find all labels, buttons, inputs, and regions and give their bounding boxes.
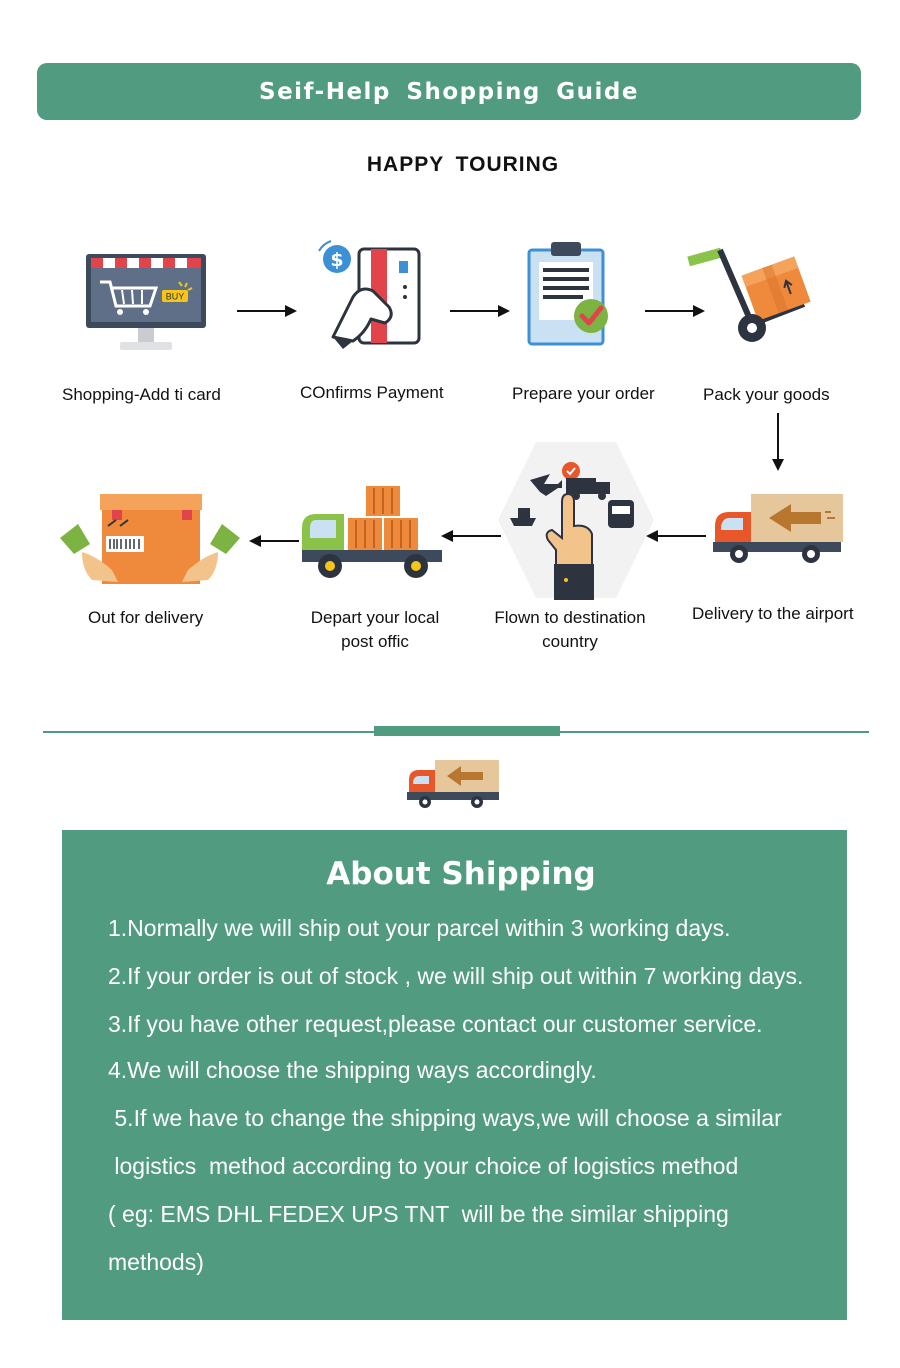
- shipping-line: 4.We will choose the shipping ways accordingly.: [108, 1057, 597, 1083]
- shipping-line: 1.Normally we will ship out your parcel within 3 working days.: [108, 915, 731, 941]
- subtitle: HAPPY TOURING: [366, 153, 560, 176]
- arrow-left-icon: [249, 534, 299, 548]
- delivery-truck-icon: [711, 490, 845, 570]
- global-transport-icon: [496, 440, 656, 600]
- step-label-prepare-order: Prepare your order: [512, 384, 655, 403]
- step-label-add-to-cart: Shopping-Add ti card: [62, 385, 221, 404]
- section-divider-accent: [374, 726, 560, 736]
- delivery-truck-icon: [405, 756, 501, 810]
- step-label-pack-goods: Pack your goods: [703, 385, 830, 404]
- guide-banner: [37, 63, 861, 120]
- arrow-right-icon: [450, 304, 510, 318]
- about-shipping-panel: [62, 830, 847, 1320]
- step-label-confirms-payment: COnfirms Payment: [300, 383, 444, 402]
- step-label-delivery-airport: Delivery to the airport: [692, 604, 854, 623]
- shipping-line: 5.If we have to change the shipping ways,we will choose a similar: [108, 1105, 782, 1131]
- box-in-hands-icon: [56, 492, 244, 588]
- shipping-line: methods): [108, 1249, 204, 1275]
- hand-truck-box-icon: [686, 240, 818, 346]
- step-label-flown-destination: Flown to destination country: [494, 608, 646, 651]
- arrow-right-icon: [237, 304, 297, 318]
- arrow-down-icon: [771, 413, 785, 473]
- shipping-line: logistics method according to your choice of logistics method: [108, 1153, 739, 1179]
- step-label-out-for-delivery: Out for delivery: [88, 608, 204, 627]
- card-payment-icon: [313, 237, 425, 355]
- arrow-left-icon: [441, 529, 501, 543]
- step-label-depart-post-office: Depart your local post offic: [310, 608, 440, 651]
- about-shipping-title: About Shipping: [326, 856, 596, 892]
- svg-text:BUY: BUY: [165, 291, 185, 302]
- guide-title: Seif-Help Shopping Guide: [259, 78, 639, 105]
- svg-text:$: $: [330, 249, 344, 271]
- shipping-line: ( eg: EMS DHL FEDEX UPS TNT will be the similar shipping: [108, 1201, 729, 1227]
- clipboard-check-icon: [525, 240, 613, 346]
- cargo-truck-icon: [300, 484, 442, 582]
- shopping-cart-monitor-icon: [84, 252, 208, 358]
- shipping-line: 2.If your order is out of stock , we will ship out within 7 working days.: [108, 963, 804, 989]
- shipping-line: 3.If you have other request,please contact our customer service.: [108, 1011, 763, 1037]
